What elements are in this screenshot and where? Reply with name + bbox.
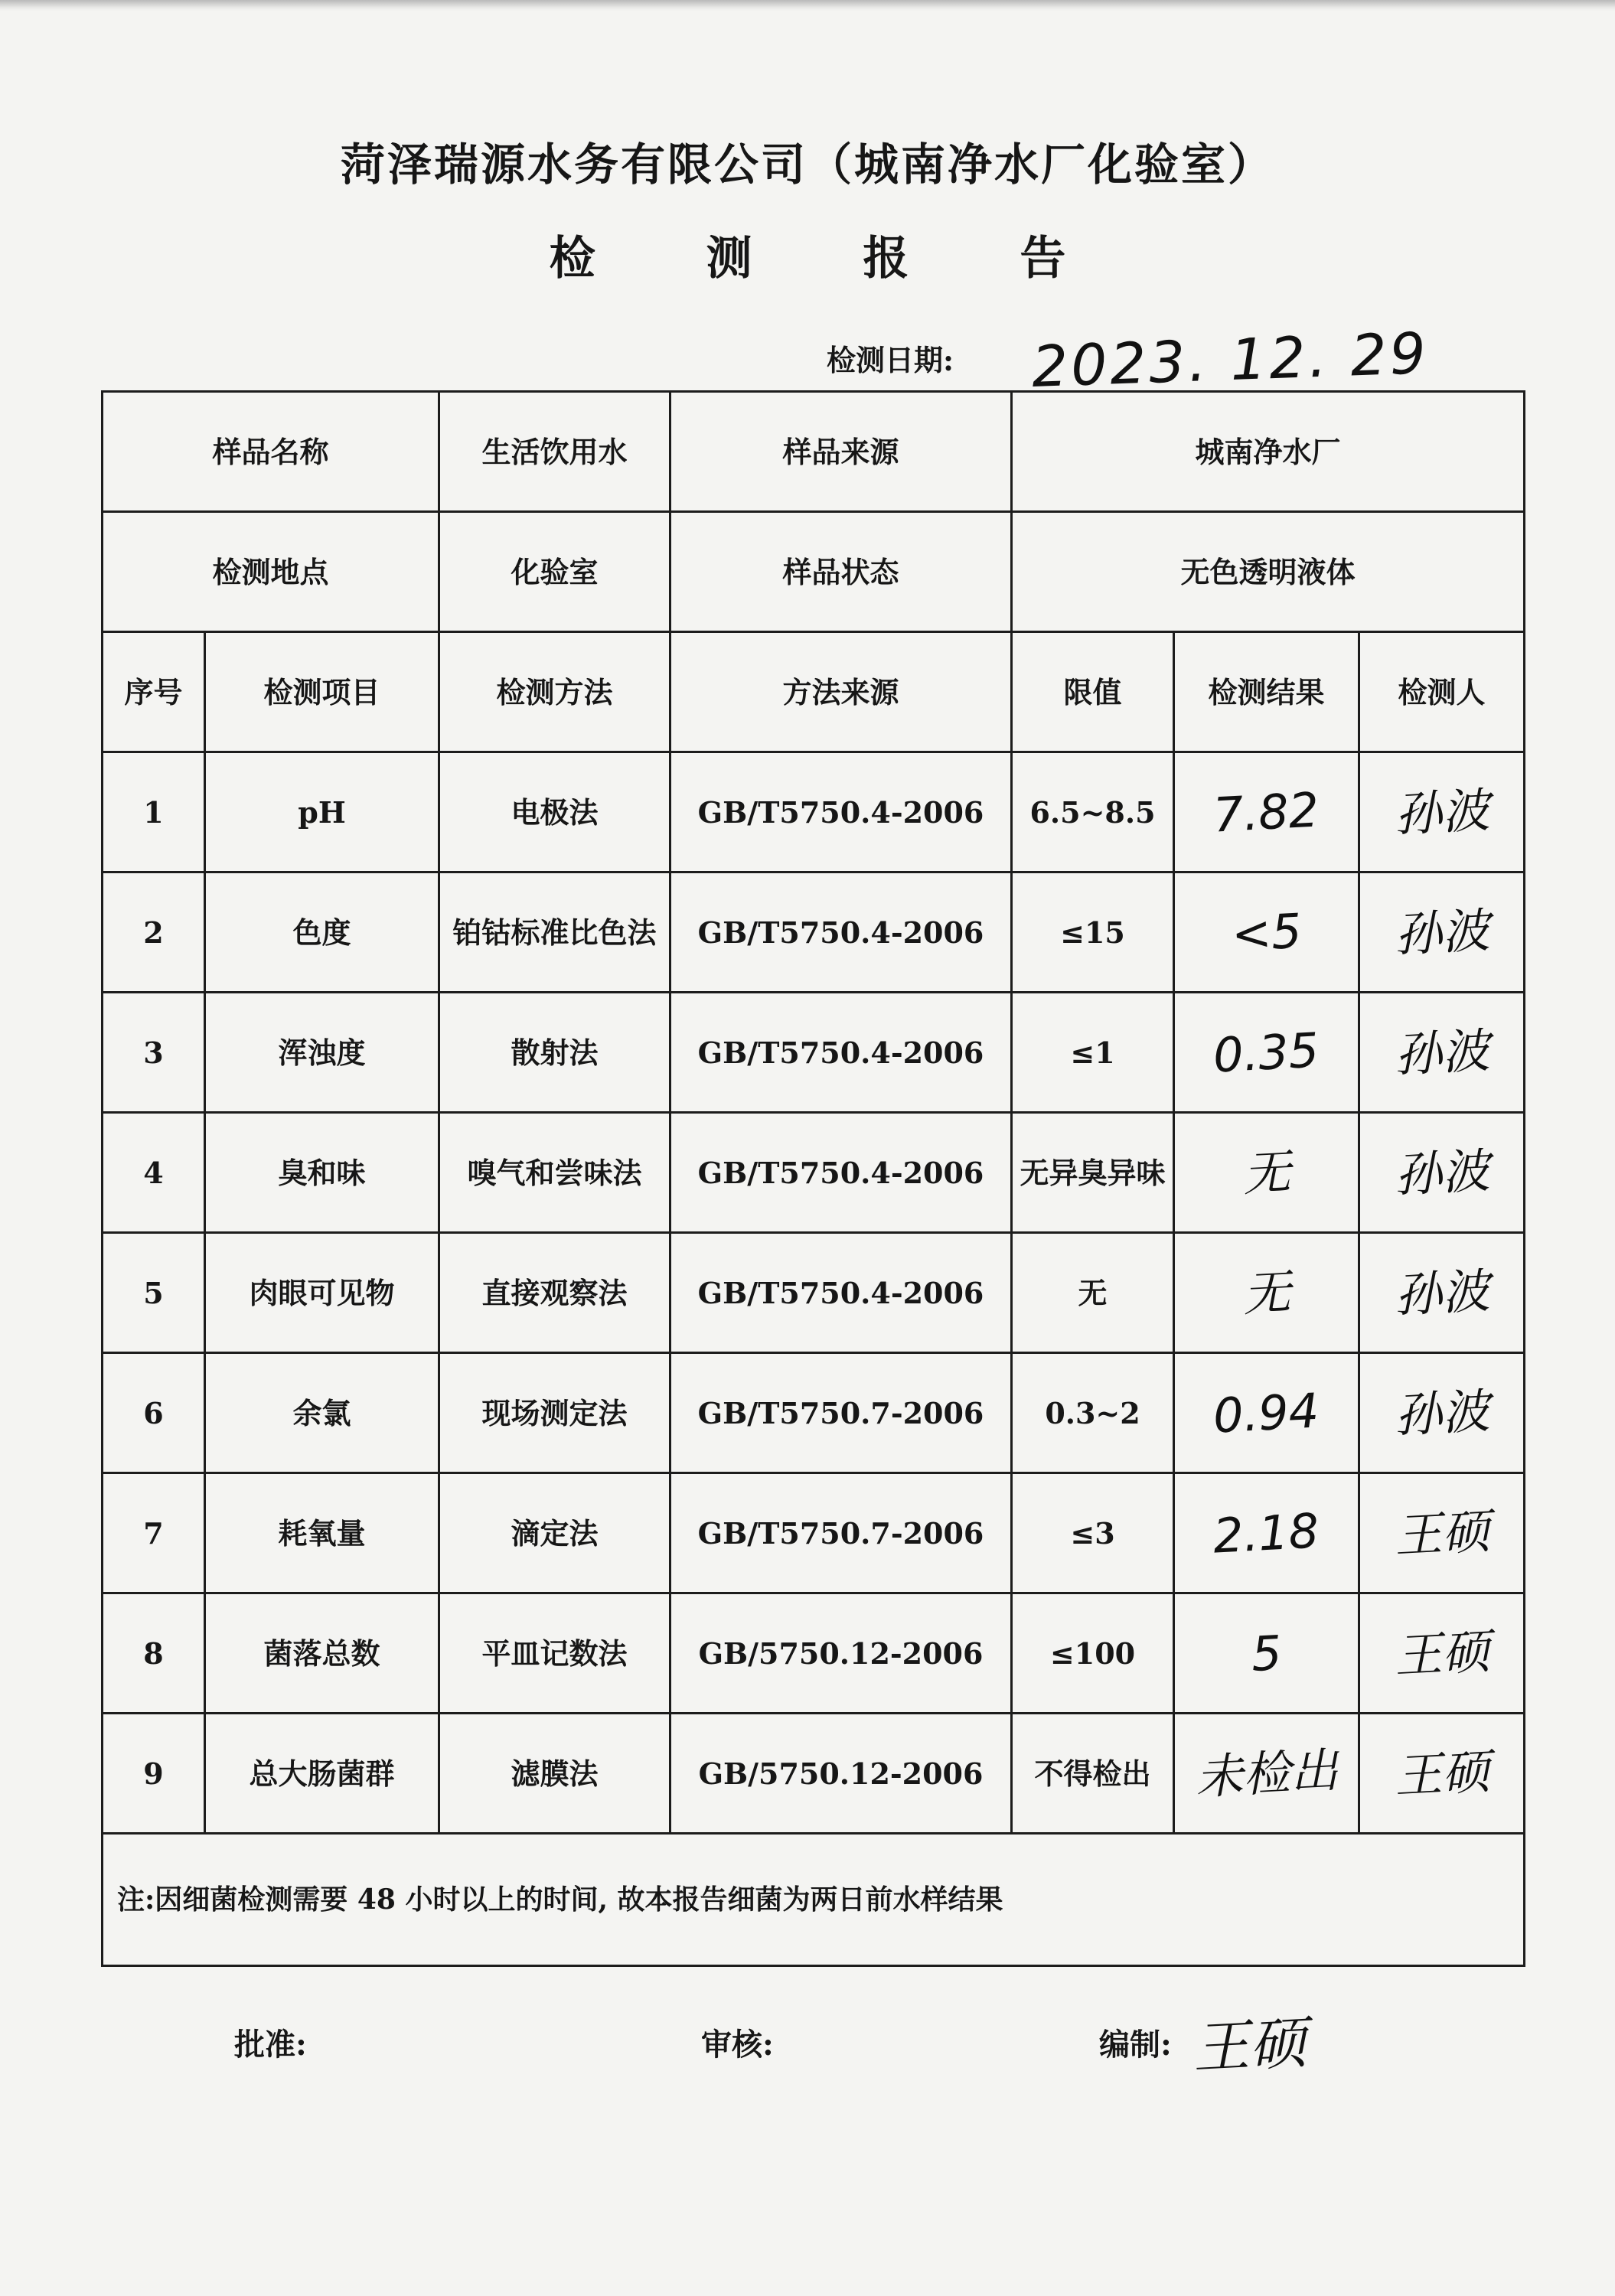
row-tester-handwritten — [1359, 872, 1525, 993]
row-tester-handwritten — [1359, 1714, 1525, 1834]
row-source: GB/T5750.7-2006 — [670, 1473, 1012, 1593]
tester-text: 孙波 — [1392, 1142, 1491, 1203]
table-row — [103, 1353, 1525, 1473]
col-header-no: 序号 — [103, 632, 205, 752]
row-tester-handwritten — [1359, 993, 1525, 1113]
state-value: 无色透明液体 — [1012, 512, 1525, 632]
result-text: 2.18 — [1212, 1502, 1321, 1564]
row-item: 菌落总数 — [205, 1593, 439, 1714]
row-tester-handwritten — [1359, 752, 1525, 872]
row-source: GB/5750.12-2006 — [670, 1714, 1012, 1834]
location-label: 检测地点 — [103, 512, 439, 632]
row-method: 平皿记数法 — [439, 1593, 670, 1714]
tester-text: 孙波 — [1392, 781, 1491, 843]
test-date-label: 检测日期: — [827, 343, 954, 377]
tester-text: 孙波 — [1392, 1262, 1491, 1323]
sample-source-value: 城南净水厂 — [1012, 392, 1525, 512]
row-method: 电极法 — [439, 752, 670, 872]
table-row — [103, 1473, 1525, 1593]
col-header-method: 检测方法 — [439, 632, 670, 752]
row-tester-handwritten — [1359, 1353, 1525, 1473]
row-method: 滤膜法 — [439, 1714, 670, 1834]
report-table — [101, 390, 1525, 1967]
scan-top-edge — [0, 0, 1615, 11]
row-item: 肉眼可见物 — [205, 1233, 439, 1353]
col-header-result: 检测结果 — [1174, 632, 1359, 752]
test-date-handwritten: 2023. 12. 29 — [1030, 320, 1431, 401]
row-source: GB/T5750.4-2006 — [670, 993, 1012, 1113]
row-no: 7 — [103, 1473, 205, 1593]
row-no: 5 — [103, 1233, 205, 1353]
note-row — [103, 1834, 1525, 1966]
row-method: 散射法 — [439, 993, 670, 1113]
table-row — [103, 872, 1525, 993]
row-source: GB/T5750.4-2006 — [670, 872, 1012, 993]
row-method: 铂钴标准比色法 — [439, 872, 670, 993]
row-no: 4 — [103, 1113, 205, 1233]
table-row — [103, 1714, 1525, 1834]
result-text: 无 — [1241, 1263, 1292, 1322]
row-source: GB/T5750.4-2006 — [670, 752, 1012, 872]
col-header-limit: 限值 — [1012, 632, 1174, 752]
col-header-item: 检测项目 — [205, 632, 439, 752]
row-method: 直接观察法 — [439, 1233, 670, 1353]
col-header-tester: 检测人 — [1359, 632, 1525, 752]
row-result-handwritten — [1174, 993, 1359, 1113]
result-text: 无 — [1241, 1143, 1292, 1202]
row-limit: 0.3~2 — [1012, 1353, 1174, 1473]
tester-text: 孙波 — [1392, 902, 1491, 963]
row-limit: 不得检出 — [1012, 1714, 1174, 1834]
row-limit: ≤100 — [1012, 1593, 1174, 1714]
row-limit: ≤15 — [1012, 872, 1174, 993]
result-text: 7.82 — [1212, 781, 1321, 843]
row-item: 总大肠菌群 — [205, 1714, 439, 1834]
col-header-source: 方法来源 — [670, 632, 1012, 752]
state-label: 样品状态 — [670, 512, 1012, 632]
row-result-handwritten — [1174, 1113, 1359, 1233]
result-text: 未检出 — [1193, 1741, 1339, 1805]
result-text: <5 — [1229, 902, 1303, 962]
row-source: GB/T5750.4-2006 — [670, 1233, 1012, 1353]
tester-text: 孙波 — [1392, 1022, 1491, 1083]
row-item: pH — [205, 752, 439, 872]
row-source: GB/5750.12-2006 — [670, 1593, 1012, 1714]
row-no: 8 — [103, 1593, 205, 1714]
row-method: 现场测定法 — [439, 1353, 670, 1473]
row-source: GB/T5750.7-2006 — [670, 1353, 1012, 1473]
tester-text: 王硕 — [1392, 1743, 1491, 1804]
row-item: 余氯 — [205, 1353, 439, 1473]
row-result-handwritten — [1174, 1353, 1359, 1473]
table-row — [103, 1113, 1525, 1233]
row-result-handwritten — [1174, 752, 1359, 872]
sample-source-label: 样品来源 — [670, 392, 1012, 512]
row-tester-handwritten — [1359, 1593, 1525, 1714]
compiler-signature-handwritten: 王硕 — [1191, 2010, 1308, 2082]
row-result-handwritten — [1174, 1473, 1359, 1593]
row-item: 浑浊度 — [205, 993, 439, 1113]
row-tester-handwritten — [1359, 1473, 1525, 1593]
column-header-row — [103, 632, 1525, 752]
result-text: 5 — [1249, 1624, 1284, 1682]
row-result-handwritten — [1174, 1233, 1359, 1353]
row-no: 1 — [103, 752, 205, 872]
row-item: 耗氧量 — [205, 1473, 439, 1593]
row-result-handwritten — [1174, 872, 1359, 993]
table-row — [103, 993, 1525, 1113]
sample-name-value: 生活饮用水 — [439, 392, 670, 512]
row-item: 色度 — [205, 872, 439, 993]
signature-row — [0, 2020, 1615, 2082]
note-text: 注:因细菌检测需要 48 小时以上的时间, 故本报告细菌为两日前水样结果 — [103, 1834, 1525, 1966]
row-result-handwritten — [1174, 1714, 1359, 1834]
row-no: 6 — [103, 1353, 205, 1473]
row-limit: 无 — [1012, 1233, 1174, 1353]
row-tester-handwritten — [1359, 1233, 1525, 1353]
company-title: 菏泽瑞源水务有限公司（城南净水厂化验室） — [340, 139, 1274, 191]
result-text: 0.35 — [1212, 1021, 1321, 1084]
row-limit: 6.5~8.5 — [1012, 752, 1174, 872]
row-result-handwritten — [1174, 1593, 1359, 1714]
tester-text: 王硕 — [1392, 1502, 1491, 1564]
row-item: 臭和味 — [205, 1113, 439, 1233]
approve-label: 批准: — [234, 2027, 307, 2063]
row-tester-handwritten — [1359, 1113, 1525, 1233]
sample-name-label: 样品名称 — [103, 392, 439, 512]
table-row — [103, 1593, 1525, 1714]
tester-text: 王硕 — [1392, 1623, 1491, 1684]
compile-label: 编制: — [1099, 2027, 1172, 2063]
row-limit: ≤1 — [1012, 993, 1174, 1113]
review-label: 审核: — [701, 2027, 774, 2063]
table-row — [103, 1233, 1525, 1353]
row-limit: 无异臭异味 — [1012, 1113, 1174, 1233]
row-no: 2 — [103, 872, 205, 993]
table-row — [103, 752, 1525, 872]
info-row-sample — [103, 392, 1525, 512]
row-method: 嗅气和尝味法 — [439, 1113, 670, 1233]
info-row-location — [103, 512, 1525, 632]
report-title: 检 测 报 告 — [549, 232, 1114, 285]
row-no: 9 — [103, 1714, 205, 1834]
row-limit: ≤3 — [1012, 1473, 1174, 1593]
location-value: 化验室 — [439, 512, 670, 632]
row-no: 3 — [103, 993, 205, 1113]
result-text: 0.94 — [1212, 1381, 1321, 1444]
row-method: 滴定法 — [439, 1473, 670, 1593]
row-source: GB/T5750.4-2006 — [670, 1113, 1012, 1233]
tester-text: 孙波 — [1392, 1382, 1491, 1443]
